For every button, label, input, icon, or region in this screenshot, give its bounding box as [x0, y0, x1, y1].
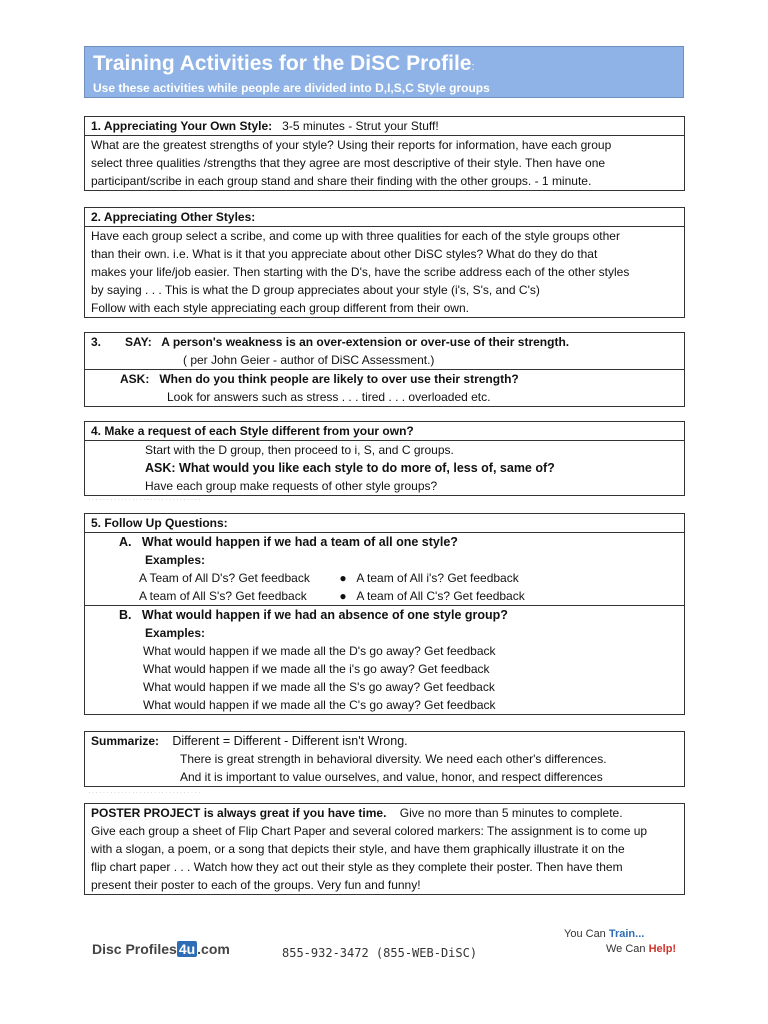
section-1-line: participant/scribe in each group stand and share their finding with the other groups. - 1 minute. — [91, 174, 592, 188]
summary-headline: Different = Different - Different isn't Wrong. — [172, 734, 408, 748]
section-2-line: than their own. i.e. What is it that you appreciate about other DiSC styles? What do they do that — [91, 247, 598, 261]
section-1-timing: 3-5 minutes - Strut your Stuff! — [282, 119, 439, 133]
section-2-line: Follow with each style appreciating each group different from their own. — [91, 301, 469, 315]
section-1-title: 1. Appreciating Your Own Style: — [91, 119, 273, 133]
ask-text: When do you think people are likely to over use their strength? — [159, 372, 519, 386]
page-title — [93, 51, 675, 80]
poster-title: POSTER PROJECT is always great if you have time. — [91, 806, 387, 820]
tagline-text: You Can — [564, 928, 609, 940]
logo-text: Disc Profiles — [92, 941, 177, 957]
section-2-line: makes your life/job easier. Then starting with the D's, have the scribe address each of the other styles — [91, 265, 630, 279]
tagline-help — [606, 943, 676, 955]
section-4-title: 4. Make a request of each Style different from your own? — [91, 424, 414, 438]
say-line — [91, 333, 678, 351]
title-banner — [84, 46, 684, 98]
tagline-text: We Can — [606, 943, 649, 955]
question-b-examples: Examples: — [145, 626, 206, 640]
section-4-ask: ASK: What would you like each style to do more of, less of, same of? — [145, 461, 555, 475]
say-label: SAY: — [125, 335, 152, 349]
poster-line: with a slogan, a poem, or a song that depicts their style, and have them graphically illustrate it on the — [91, 842, 625, 856]
ask-label: ASK: — [120, 372, 150, 386]
team-example: A team of All C's? Get feedback — [356, 589, 525, 603]
section-4-line: Start with the D group, then proceed to i, S, and C groups. — [145, 443, 454, 457]
question-b-text: What would happen if we had an absence of one style group? — [141, 608, 508, 622]
page-title-text: Training Activities for the DiSC Profile — [93, 52, 472, 75]
absence-example: What would happen if we made all the S's go away? Get feedback — [143, 680, 495, 694]
page-subtitle: Use these activities while people are divided into D,I,S,C Style groups — [93, 81, 490, 95]
section-1-line: What are the greatest strengths of your style? Using their reports for information, have each group — [91, 138, 612, 152]
team-example: A Team of All D's? Get feedback — [139, 571, 310, 585]
summary-box — [84, 731, 685, 787]
section-own-style — [84, 116, 685, 191]
logo-domain: .com — [197, 941, 230, 957]
absence-example: What would happen if we made all the D's go away? Get feedback — [143, 644, 496, 658]
summary-label: Summarize: — [91, 734, 160, 748]
poster-heading — [91, 804, 678, 822]
tagline-train — [564, 928, 644, 940]
section-2-line: Have each group select a scribe, and come up with three qualities for each of the style groups other — [91, 229, 620, 243]
section-1-line: select three qualities /strengths that they agree are most descriptive of their style. Then have one — [91, 156, 606, 170]
bullet-icon: ● — [339, 571, 347, 585]
team-row — [119, 569, 678, 587]
tagline-highlight: Train... — [608, 928, 645, 940]
question-a-examples: Examples: — [145, 553, 206, 567]
team-example: A team of All i's? Get feedback — [356, 571, 519, 585]
section-requests — [84, 421, 685, 496]
poster-line: Give each group a sheet of Flip Chart Paper and several colored markers: The assignment is to come up — [91, 824, 648, 838]
ask-hint: Look for answers such as stress . . . tired . . . overloaded etc. — [167, 390, 491, 404]
summary-line — [91, 732, 678, 750]
tagline-highlight: Help! — [648, 943, 677, 955]
question-a-text: What would happen if we had a team of all one style? — [141, 535, 458, 549]
section-1-heading — [85, 117, 684, 135]
question-b — [119, 606, 678, 624]
poster-line: flip chart paper . . . Watch how they act out their style as they complete their poster. Then have them — [91, 860, 623, 874]
dotted-separator: ······························· — [88, 495, 202, 504]
question-a — [119, 533, 678, 551]
summary-line: And it is important to value ourselves, and value, honor, and respect differences — [180, 770, 603, 784]
question-a-label: A. — [119, 535, 132, 549]
section-4-line: Have each group make requests of other style groups? — [145, 479, 438, 493]
absence-example: What would happen if we made all the i's go away? Get feedback — [143, 662, 490, 676]
bullet-icon: ● — [339, 589, 347, 603]
discprofiles-logo — [92, 941, 230, 957]
section-other-styles — [84, 207, 685, 318]
logo-badge: 4u — [178, 941, 196, 957]
section-2-line: by saying . . . This is what the D group appreciates about your style (i's, S's, and C's) — [91, 283, 540, 297]
section-say-ask — [84, 332, 685, 407]
team-row — [119, 587, 678, 605]
summary-line: There is great strength in behavioral diversity. We need each other's differences. — [180, 752, 607, 766]
say-text: A person's weakness is an over-extension or over-use of their strength. — [161, 335, 570, 349]
title-colon: : — [471, 61, 475, 73]
phone-number: 855-932-3472 (855-WEB-DiSC) — [282, 946, 478, 960]
absence-example: What would happen if we made all the C's go away? Get feedback — [143, 698, 496, 712]
team-example: A team of All S's? Get feedback — [139, 589, 307, 603]
section-5-title: 5. Follow Up Questions: — [91, 516, 228, 530]
ask-line — [91, 370, 678, 388]
say-credit: ( per John Geier - author of DiSC Assessment.) — [183, 353, 435, 367]
section-2-title: 2. Appreciating Other Styles: — [91, 210, 256, 224]
poster-line: present their poster to each of the groups. Very fun and funny! — [91, 878, 421, 892]
poster-project-box — [84, 803, 685, 895]
section-follow-up — [84, 513, 685, 715]
section-3-number: 3. — [91, 335, 102, 349]
dotted-separator: ······························· — [88, 788, 202, 797]
poster-time-limit: Give no more than 5 minutes to complete. — [399, 806, 623, 820]
question-b-label: B. — [119, 608, 132, 622]
